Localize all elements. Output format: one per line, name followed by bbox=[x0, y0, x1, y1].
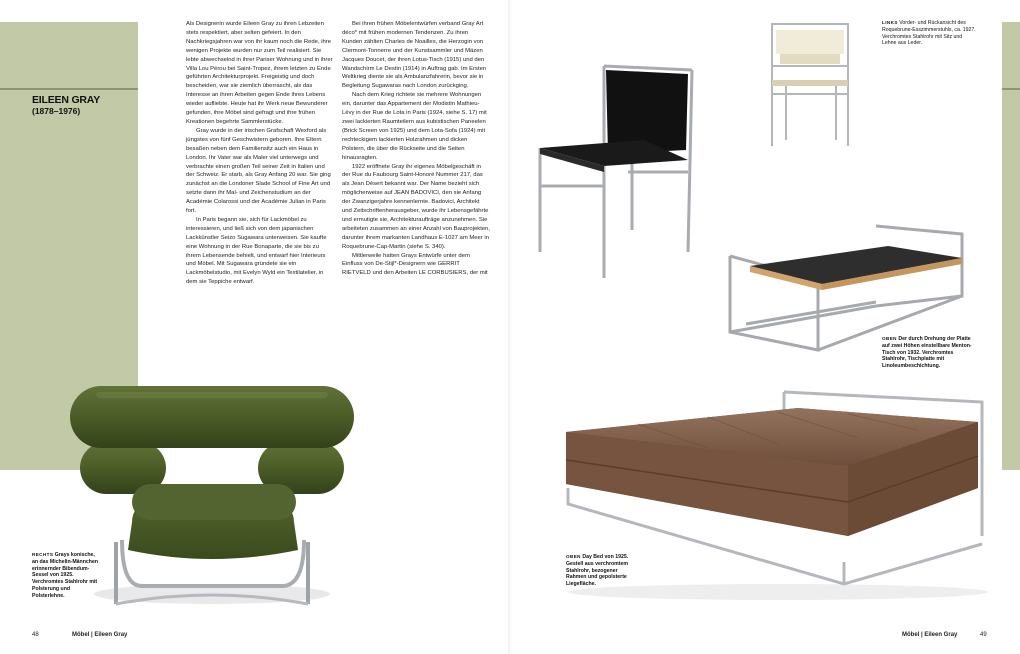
paragraph: Bei ihren frühen Möbelentwürfen verband Gray Art déco* mit frühen modernen Tendenzen. Zu ihren Kunden zählten Charles de Noailles, die Herzogin von Clermont-Tonnerre und der Kunstsammler und Mäzen Jacques Doucet, der ihren Lotus-Tisch (1915) und den Wandschirm Le Destin (1914) in Auftrag gab. Im Ersten Weltkrieg diente sie als Ambulanzfahrerin, bevor sie in Begleitung Sugawaras nach London zurückging. bbox=[342, 21, 487, 90]
text-column-2 bbox=[342, 20, 490, 278]
roquebrune-chair-photo bbox=[532, 56, 702, 286]
caption-daybed bbox=[566, 554, 636, 588]
paragraph: Mittlerweile hatten Grays Entwürfe unter dem Einfluss von De-Stijl*-Designern wie GERRIT RIETVELD und den Arbeiten LE CORBUSIERS, der mit bbox=[342, 252, 488, 277]
designer-name: EILEEN GRAY bbox=[32, 94, 101, 106]
sage-rule-right bbox=[1002, 88, 1020, 90]
paragraph: Nach dem Krieg richtete sie mehrere Wohnungen ein, darunter das Appartement der Modistin Mathieu-Lévy in der Rue de Lota in Paris (1924, siehe S. 17) mit zwei lackierten Raumteilern aus kubistischen Paneelen (Brick Screen von 1925) und dem Lota-Sofa (1924) mit rechteckigem lackierten Holzrahmen und dicken Polstern, die über die Rückseite und die Seiten hinausragten. bbox=[342, 92, 487, 161]
paragraph: Als Designerin wurde Eileen Gray zu ihren Lebzeiten stets respektiert, aber selten gefeiert. In den Nachkriegsjahren war von ihr kaum noch die Rede, ihre wenigen Projekte wurden nur zum Teil realisiert. Sie lebte abwechselnd in ihrer Pariser Wohnung und in ihrer Villa Lou Pérou bei Saint-Tropez, ihrem letzten zu Ende geführten Architekturprojekt. Freigeistig und doch bescheiden, war sie ziemlich überrascht, als das Interesse an ihren Arbeiten gegen Ende ihres Lebens wieder aufliebte. Heute hat ihr Werk neue Bewunderer gefunden, ihre Möbel sind gefragt und ihre frühen Kreationen begehrte Sammlerstücke. bbox=[186, 21, 333, 125]
roquebrune-chair-rear-photo bbox=[766, 20, 856, 150]
caption-text: Der durch Drehung der Platte auf zwei Höhen einstellbare Menton-Tisch von 1932. Verchromtes Stahlrohr, Tischplatte mit Linoleumbeschichtung. bbox=[882, 336, 972, 370]
caption-label: RECHTS bbox=[32, 552, 54, 557]
spine-gutter bbox=[508, 0, 512, 654]
running-footer-right bbox=[902, 632, 957, 638]
caption-table bbox=[882, 336, 972, 370]
page-number-left: 48 bbox=[32, 632, 39, 638]
caption-label: OBEN bbox=[882, 336, 897, 341]
running-footer-left bbox=[72, 632, 127, 638]
caption-armchair bbox=[32, 552, 98, 600]
caption-label: LINKS bbox=[882, 20, 898, 25]
caption-text: Day Bed von 1925. Gestell aus verchromtem Stahlrohr, bezogener Rahmen und gepolsterte Liegefläche. bbox=[566, 554, 629, 588]
paragraph: 1922 eröffnete Gray ihr eigenes Möbelgeschäft in der Rue du Faubourg Saint-Honoré Nummer 217, das als Jean Désert bekannt war. Der Name bezieht sich möglicherweise auf JEAN BADOVICI, den sie Anfang der Zwanzigerjahre kennenlernte. Badovici, Architekt und Zeitschriftenherausgeber, wurde ihr Lebensgefährte und ermutigte sie, Architekturaufträge anzunehmen. Sie arbeiteten zusammen an einer Anzahl von Bauprojekten, darunter ihrem markanten Landhaus E-1027 am Meer in Roquebrune-Cap-Martin (siehe S. 340). bbox=[342, 163, 491, 250]
page-number-right: 49 bbox=[980, 632, 987, 638]
text-column-1 bbox=[186, 20, 334, 287]
caption-rocker bbox=[882, 20, 976, 47]
paragraph: In Paris begann sie, sich für Lackmöbel zu interessieren, und ließ sich von dem japanischen Lackkünstler Seizo Sugawara unterweisen. Sie kaufte eine Wohnung in der Rue Bonaparte, die sie bis zu ihrem Lebensende behielt, und entwarf hier Interieurs und Möbel. Mit Sugawara gründete sie ein Lackmöbelstudio, mit Evelyn Wyld ein Textilatelier, in dem sie Teppiche entwarf. bbox=[186, 216, 327, 286]
caption-text: Grays konische, an das Michelin-Männchen erinnernder Bibendum-Sessel von 1925. Verchromtes Stahlrohr mit Polsterung und Polsterlehne. bbox=[32, 552, 99, 599]
running-footer-text: Möbel | Eileen Gray bbox=[902, 632, 958, 638]
sage-rule-left bbox=[0, 88, 138, 90]
designer-years: (1878–1976) bbox=[32, 106, 81, 116]
running-footer-text: Möbel | Eileen Gray bbox=[72, 632, 128, 638]
caption-text: Vorder- und Rückansicht des Roquebrune-Esszimmerstuhls, ca. 1927. Verchromtes Stahlrohr mit Sitz und Lehne aus Leder. bbox=[882, 20, 976, 47]
bibendum-armchair-photo bbox=[62, 372, 362, 612]
caption-label: OBEN bbox=[566, 554, 581, 559]
designer-heading bbox=[32, 94, 136, 117]
paragraph: Gray wurde in der irischen Grafschaft Wexford als jüngstes von fünf Geschwistern geboren. Ihre Eltern besaßen neben dem Familiensitz auch ein Haus in London. Ihr Vater war als Maler viel unterwegs und verbrachte einen großen Teil seiner Zeit in Italien und der Schweiz. Er starb, als Gray Anfang 20 war. Sie ging zunächst an die Londoner Slade School of Fine Art und setzte dann ihr Mal- und Zeichenstudium an der Académie Colarossi und der Académie Julian in Paris fort. bbox=[186, 127, 331, 215]
